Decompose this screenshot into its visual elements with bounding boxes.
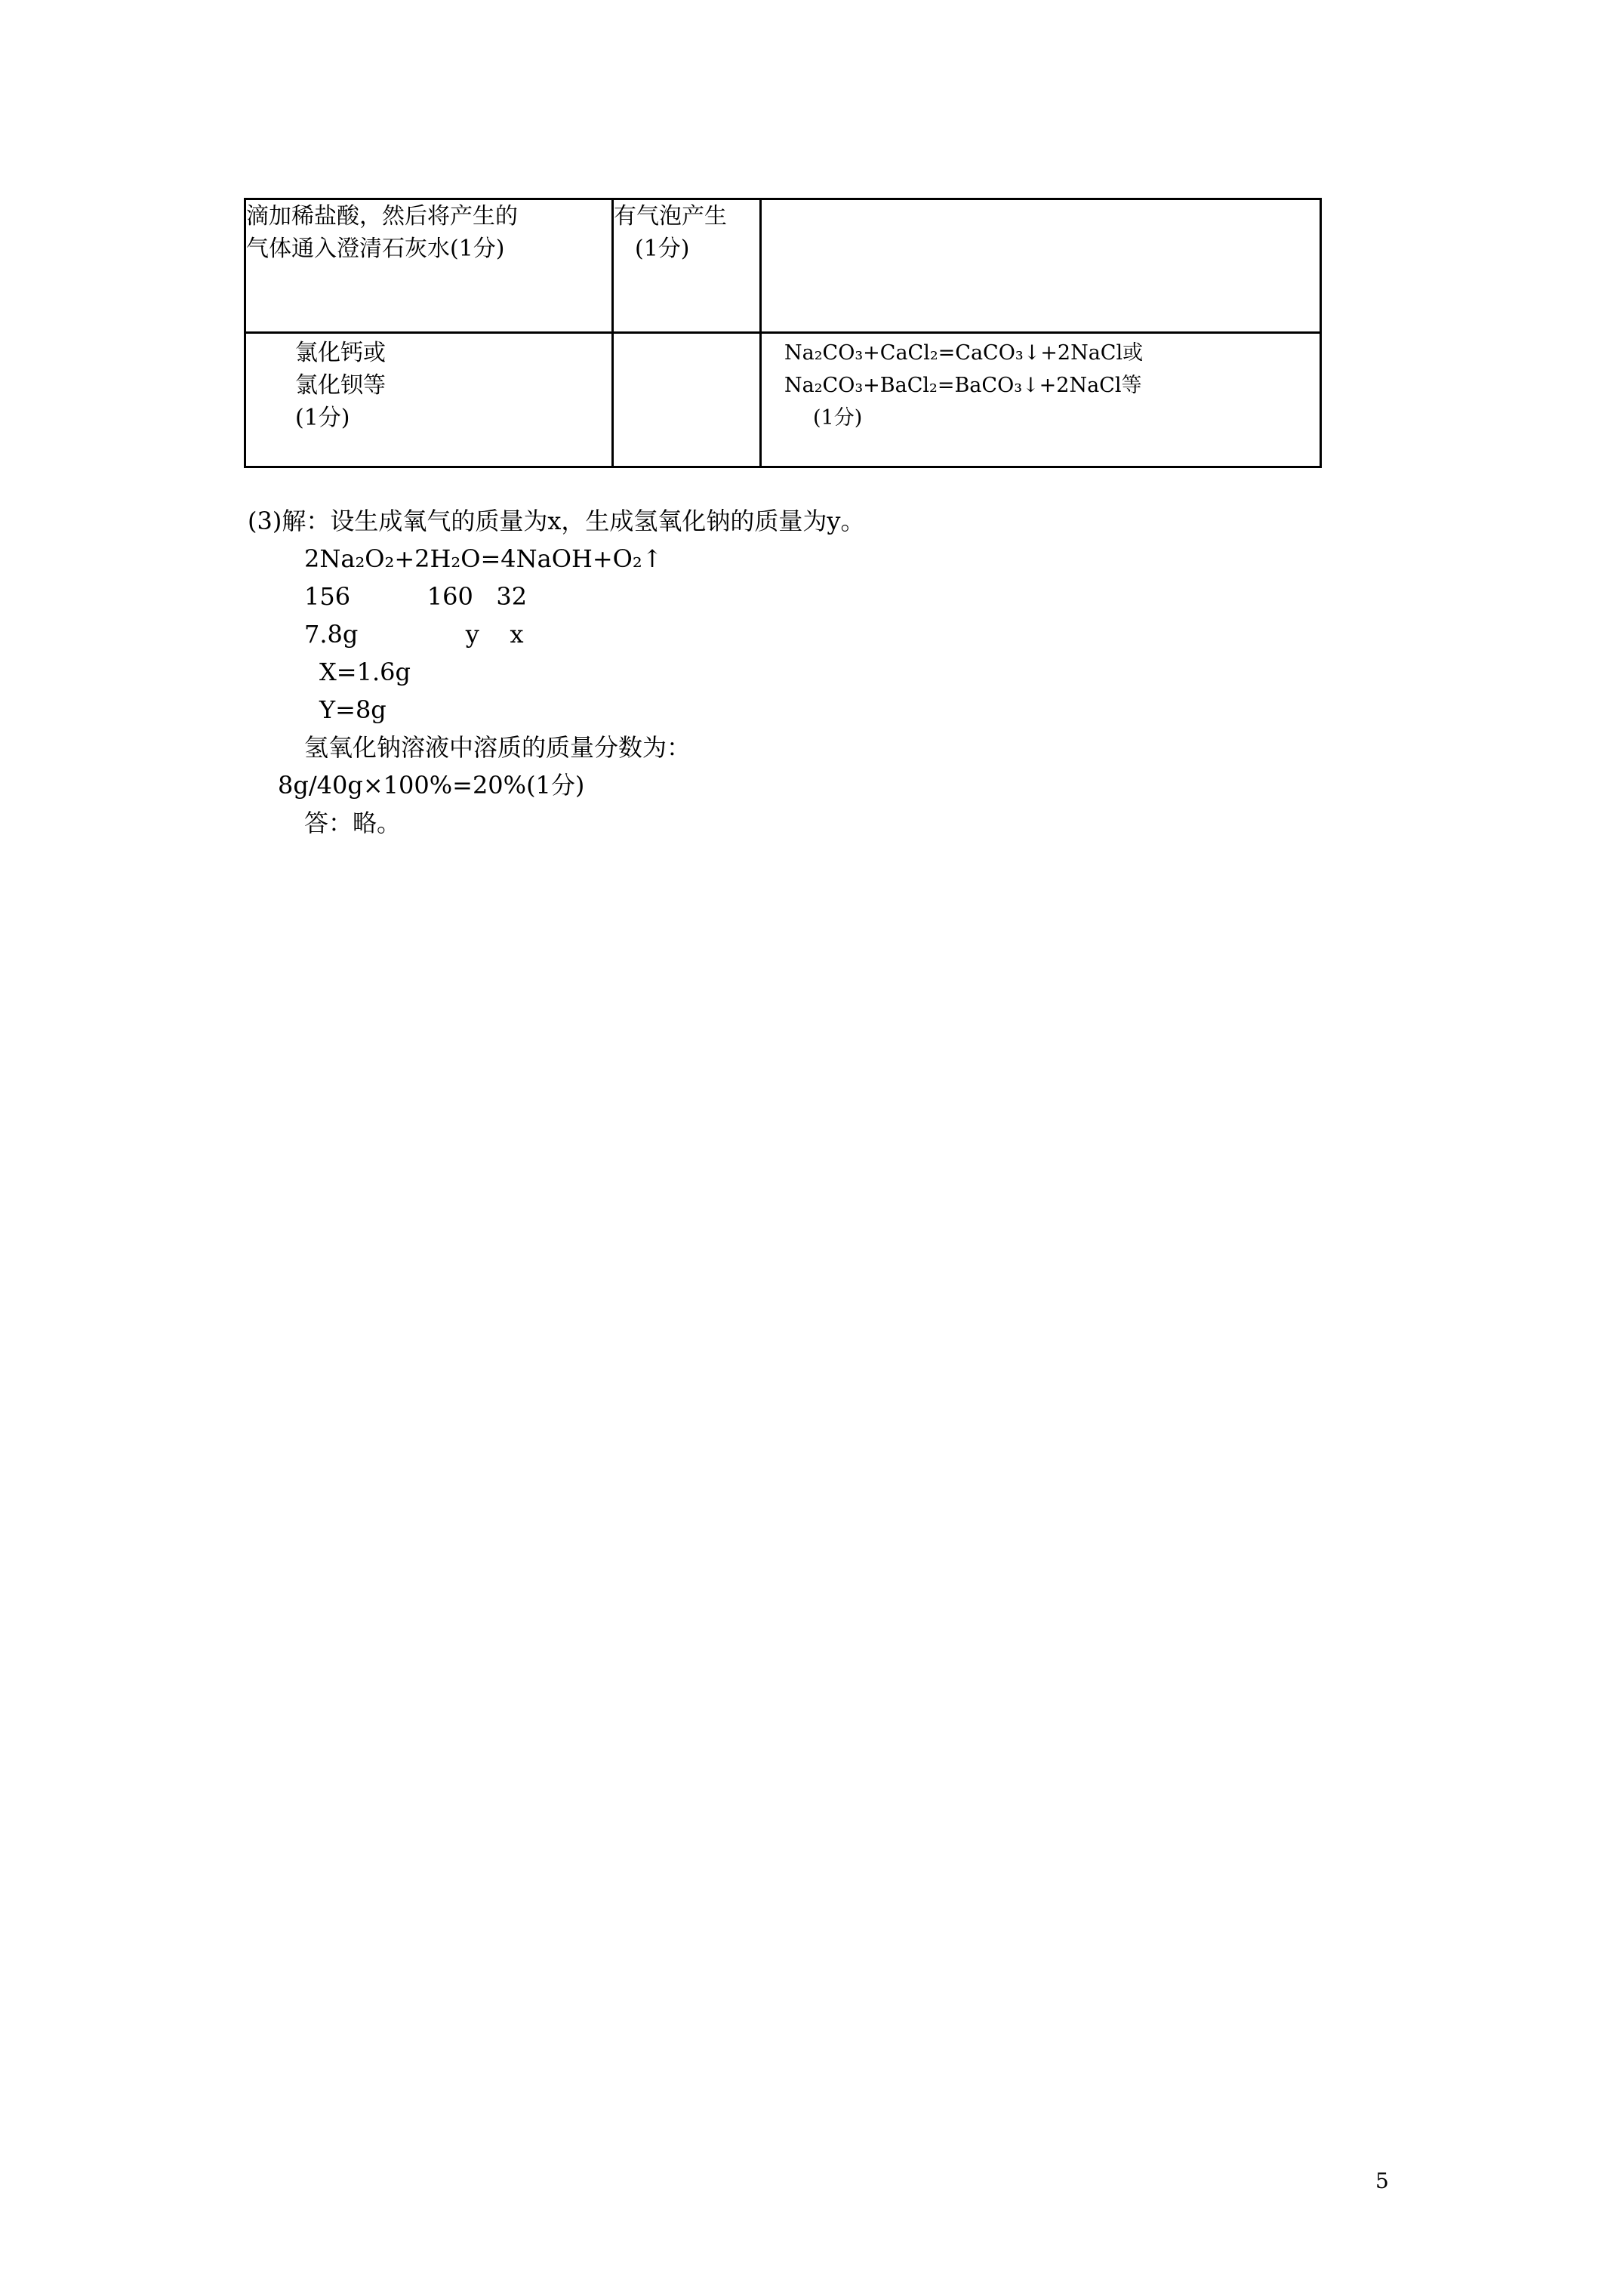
table-cell-equation [761, 199, 1321, 333]
score-line: (1分) [813, 406, 863, 430]
cell-line: (1分) [635, 236, 690, 262]
cell-line: 滴加稀盐酸，然后将产生的 [246, 203, 518, 230]
chemical-equation: 2Na₂O₂+2H₂O=4NaOH+O₂↑ [304, 544, 663, 573]
solution-block [248, 502, 864, 842]
cell-line: 氯化钡等 [295, 372, 386, 399]
table-cell-phenomenon [613, 199, 761, 333]
x-result: X=1.6g [319, 658, 411, 686]
cell-line: (1分) [295, 405, 350, 431]
cell-line: 氯化钙或 [295, 340, 386, 366]
value-line: 7.8g y x [304, 620, 524, 649]
cell-line: 气体通入澄清石灰水(1分) [246, 236, 505, 262]
table-cell-equation [761, 333, 1321, 467]
fraction-calc: 8g/40g×100%=20%(1分) [278, 771, 585, 800]
answer-line: 答：略。 [304, 809, 402, 837]
table-row [245, 199, 1321, 333]
ratio-line: 156 160 32 [304, 582, 528, 611]
fraction-label: 氢氧化钠溶液中溶质的质量分数为： [304, 733, 691, 762]
equation-line: Na₂CO₃+BaCl₂=BaCO₃↓+2NaCl等 [784, 374, 1142, 397]
cell-line: 有气泡产生 [614, 203, 727, 230]
y-result: Y=8g [319, 695, 387, 724]
answer-table [244, 198, 1322, 468]
table-row [245, 333, 1321, 467]
page-number: 5 [1375, 2168, 1389, 2193]
table-cell-method [245, 333, 613, 467]
equation-line: Na₂CO₃+CaCl₂=CaCO₃↓+2NaCl或 [784, 341, 1144, 365]
solution-intro: (3)解：设生成氧气的质量为x，生成氢氧化钠的质量为y。 [248, 507, 865, 535]
table-cell-phenomenon [613, 333, 761, 467]
table-cell-method [245, 199, 613, 333]
